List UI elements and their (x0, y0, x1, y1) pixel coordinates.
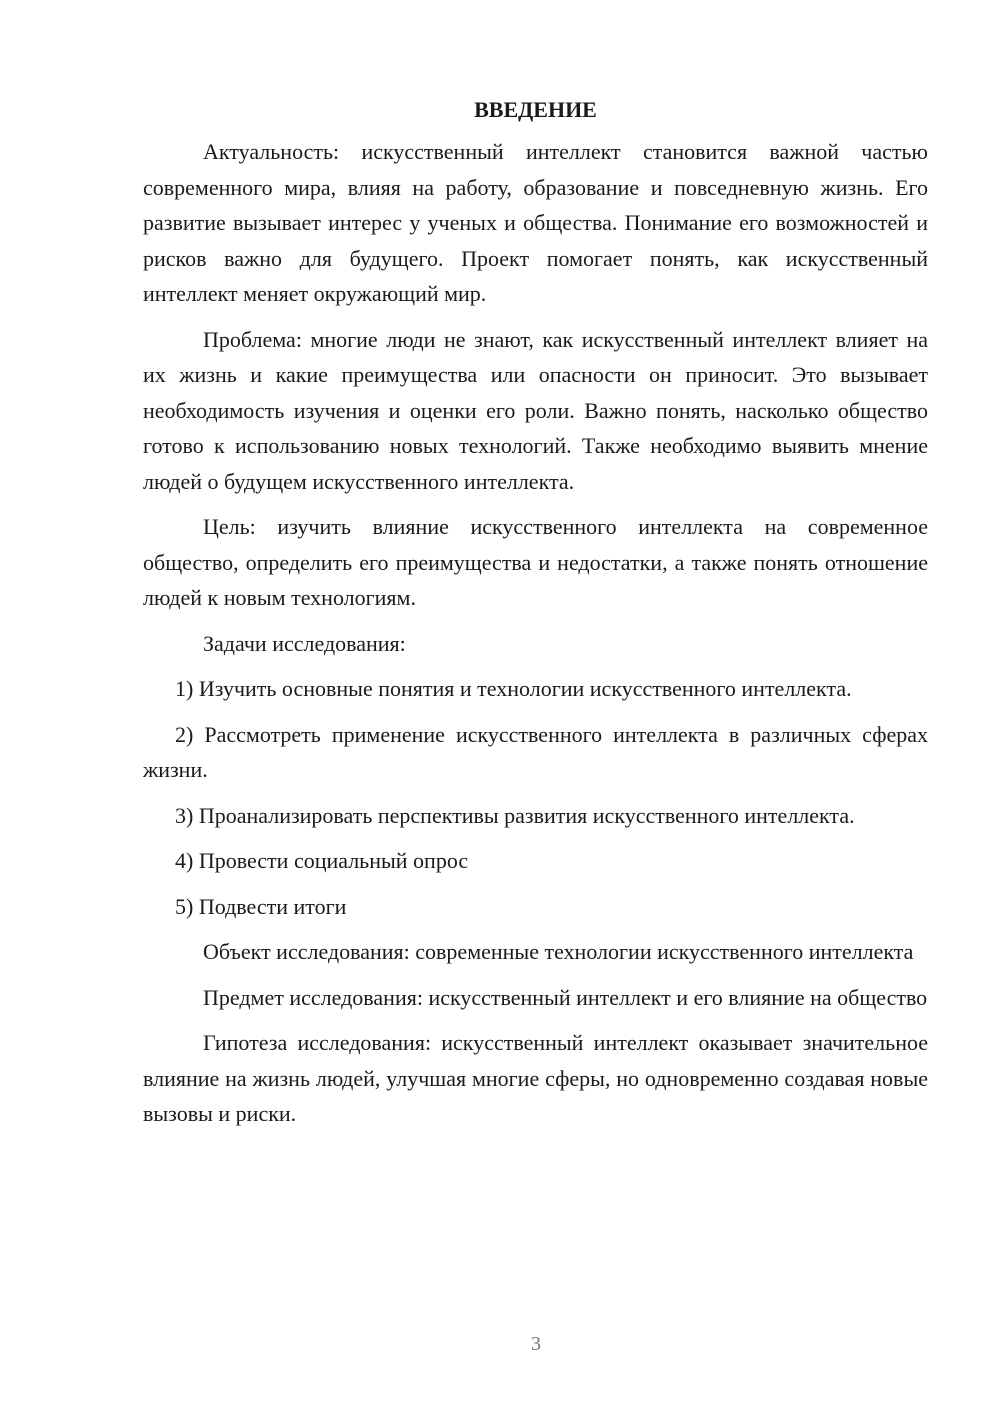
task-item-1: 1) Изучить основные понятия и технологии искусственного интеллекта. (175, 676, 852, 701)
task-item-5: 5) Подвести итоги (175, 893, 347, 919)
task-item-3: 3) Проанализировать перспективы развития искусственного интеллекта. (175, 802, 855, 828)
hypothesis-paragraph: Гипотеза исследования: искусственный интеллект оказывает значительное влияние на жизнь людей, улучшая многие сферы, но одновременно создавая новые вызовы и риски. (143, 1030, 928, 1126)
tasks-heading: Задачи исследования: (203, 630, 406, 656)
goal-paragraph: Цель: изучить влияние искусственного интеллекта на современное общество, определить его преимущества и недостатки, а также понять отношение людей к новым технологиям. (143, 514, 928, 610)
section-heading: ВВЕДЕНИЕ (474, 97, 597, 122)
subject-paragraph: Предмет исследования: искусственный интеллект и его влияние на общество (203, 984, 928, 1010)
page-number: 3 (531, 1333, 541, 1355)
task-item-4: 4) Провести социальный опрос (175, 848, 469, 873)
problem-paragraph: Проблема: многие люди не знают, как искусственный интеллект влияет на их жизнь и какие преимущества или опасности он приносит. Это вызывает необходимость изучения и оценки его роли. Важно понять, насколько общество готово к использованию новых технологий. Также необходимо выявить мнение людей о будущем искусственного интеллекта. (143, 326, 928, 494)
page-content (143, 90, 928, 1142)
relevance-paragraph: Актуальность: искусственный интеллект становится важной частью современного мира, влияя на работу, образование и повседневную жизнь. Его развитие вызывает интерес у ученых и общества. Понимание его возможностей и рисков важно для будущего. Проект помогает понять, как искусственный интеллект меняет окружающий мир. (143, 139, 928, 306)
object-paragraph: Объект исследования: современные технологии искусственного интеллекта (203, 939, 914, 964)
task-item-2: 2) Рассмотреть применение искусственного интеллекта в различных сферах жизни. (143, 721, 928, 782)
